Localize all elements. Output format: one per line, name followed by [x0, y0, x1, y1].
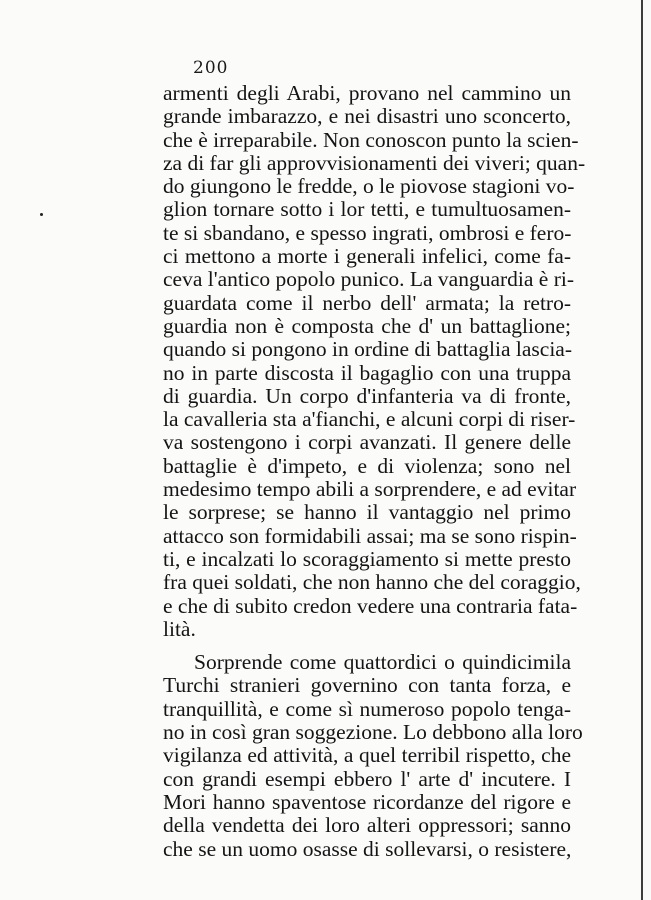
text-line: glion tornare sotto i lor tetti, e tumultuosamen-	[163, 197, 571, 222]
page-number: 200	[193, 58, 229, 78]
text-line: lità.	[163, 616, 196, 641]
text-line: che se un uomo osasse di sollevarsi, o resistere,	[163, 836, 572, 861]
text-line: battaglie è d'impeto, e di violenza; sono nel	[163, 453, 571, 478]
text-line: guardia non è composta che d' un battaglione;	[163, 313, 571, 338]
text-line: della vendetta dei loro alteri oppressori; sanno	[163, 813, 571, 838]
text-line: ti, e incalzati lo scoraggiamento si mette presto	[163, 546, 571, 571]
paragraph-1	[163, 81, 586, 641]
text-line: va sostengono i corpi avanzati. Il genere delle	[163, 430, 571, 455]
text-line: za di far gli approvvisionamenti dei viveri; quan-	[163, 150, 586, 175]
text-line: con grandi esempi ebbero l' arte d' incutere. I	[163, 766, 571, 791]
text-line: fra quei soldati, che non hanno che del coraggio,	[163, 570, 581, 595]
text-line: Sorprende come quattordici o quindicimila	[194, 650, 571, 675]
text-line: Turchi stranieri governino con tanta forza, e	[163, 673, 571, 698]
text-line: te si sbandano, e spesso ingrati, ombrosi e fero-	[163, 220, 572, 245]
text-line: guardata come il nerbo dell' armata; la retro-	[163, 290, 571, 315]
text-line: no in così gran soggezione. Lo debbono alla loro	[163, 720, 583, 745]
stray-ink-mark	[40, 213, 43, 216]
text-line: Mori hanno spaventose ricordanze del rigore e	[163, 789, 571, 814]
text-line: vigilanza ed attività, a quel terribil rispetto, che	[163, 743, 571, 768]
text-line: che è irreparabile. Non conoscon punto la scien-	[163, 127, 579, 152]
text-line: e che di subito credon vedere una contraria fata-	[163, 593, 578, 618]
text-line: ceva l'antico popolo punico. La vanguardia è ri-	[163, 267, 575, 292]
text-line: le sorprese; se hanno il vantaggio nel primo	[163, 500, 571, 525]
body-text	[163, 81, 586, 861]
text-line: medesimo tempo abili a sorprendere, e ad evitar	[163, 477, 577, 502]
text-line: ci mettono a morte i generali infelici, come fa-	[163, 244, 571, 269]
text-line: no in parte discosta il bagaglio con una truppa	[163, 360, 571, 385]
text-line: do giungono le fredde, o le piovose stagioni vo-	[163, 174, 575, 199]
text-line: quando si pongono in ordine di battaglia lascia-	[163, 337, 573, 362]
text-line: armenti degli Arabi, provano nel cammino un	[163, 81, 571, 105]
text-line: attacco son formidabili assai; ma se sono rispin-	[163, 523, 577, 548]
paragraph-2	[163, 650, 583, 861]
text-line: grande imbarazzo, e nei disastri uno sconcerto,	[163, 104, 571, 129]
page-edge-shadow	[641, 0, 643, 900]
text-line: di guardia. Un corpo d'infanteria va di fronte,	[163, 383, 571, 408]
text-line: tranquillità, e come sì numeroso popolo tenga-	[163, 696, 571, 721]
text-line: la cavalleria sta a'fianchi, e alcuni corpi di riser-	[163, 407, 576, 432]
